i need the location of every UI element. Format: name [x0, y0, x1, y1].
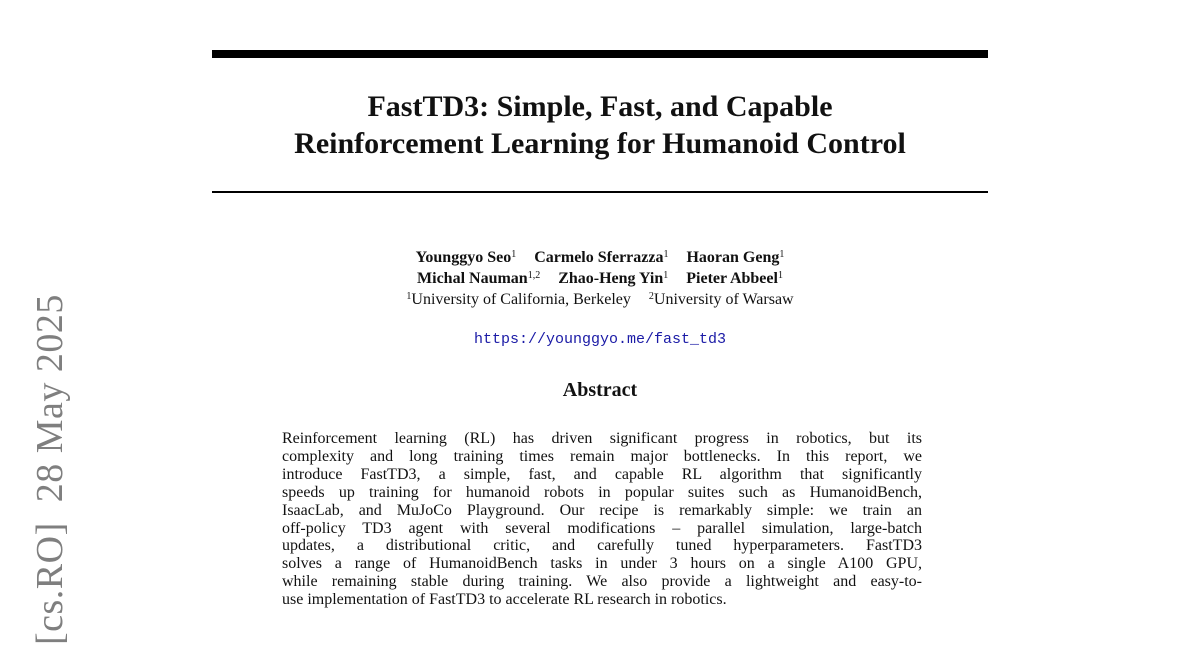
abstract-line: introduce FastTD3, a simple, fast, and capable RL algorithm that significantly — [282, 465, 922, 483]
affiliation-row — [212, 289, 988, 310]
abstract-heading: Abstract — [562, 379, 638, 401]
abstract-line: speeds up training for humanoid robots in popular suites such as HumanoidBench, — [282, 483, 922, 501]
affiliation-mark: 1 — [406, 291, 412, 302]
arxiv-stamp-text — [28, 294, 72, 645]
arxiv-side-stamp — [28, 294, 98, 645]
abstract-line: off-policy TD3 agent with several modifications – parallel simulation, large-batch — [282, 519, 922, 537]
abstract-body — [282, 430, 922, 609]
author-affiliation-mark: 1 — [511, 249, 517, 260]
author-name: Zhao-Heng Yin — [558, 270, 664, 287]
author-row-2 — [212, 268, 988, 289]
author-affiliation-mark: 1,2 — [527, 270, 541, 281]
abstract-line: Reinforcement learning (RL) has driven significant progress in robotics, but its — [282, 430, 922, 447]
author-name: Younggyo Seo — [415, 249, 512, 266]
abstract-line: complexity and long training times remain major bottlenecks. In this report, we — [282, 447, 922, 465]
abstract-line: solves a range of HumanoidBench tasks in under 3 hours on a single A100 GPU, — [282, 555, 922, 573]
paper-title-line-1: FastTD3: Simple, Fast, and Capable — [367, 90, 833, 123]
abstract-line: while remaining stable during training. We also provide a lightweight and easy-to- — [282, 573, 922, 591]
author-name: Haoran Geng — [686, 249, 780, 266]
author-name: Michal Nauman — [417, 270, 528, 287]
arxiv-date: 28 May 2025 — [29, 294, 71, 503]
author-affiliation-mark: 1 — [663, 270, 669, 281]
project-url-link[interactable]: https://younggyo.me/fast_td3 — [473, 331, 727, 348]
author-block — [212, 247, 988, 310]
author-name: Carmelo Sferrazza — [534, 249, 664, 266]
affiliation-name: University of Warsaw — [653, 291, 794, 308]
affiliation-name: University of California, Berkeley — [411, 291, 631, 308]
paper-title-line-2: Reinforcement Learning for Humanoid Control — [294, 127, 906, 160]
arxiv-category: [cs.RO] — [29, 522, 71, 645]
abstract-line: IsaacLab, and MuJoCo Playground. Our recipe is remarkably simple: we train an — [282, 501, 922, 519]
abstract-line: updates, a distributional critic, and carefully tuned hyperparameters. FastTD3 — [282, 537, 922, 555]
author-affiliation-mark: 1 — [777, 270, 783, 281]
title-top-rule — [212, 50, 988, 58]
author-name: Pieter Abbeel — [686, 270, 778, 287]
affiliation-mark: 2 — [648, 291, 654, 302]
abstract-line: use implementation of FastTD3 to accelerate RL research in robotics. — [282, 591, 727, 609]
author-row-1 — [212, 247, 988, 268]
author-affiliation-mark: 1 — [663, 249, 669, 260]
author-affiliation-mark: 1 — [779, 249, 785, 260]
title-bottom-rule — [212, 191, 988, 193]
paper-title — [212, 88, 988, 162]
